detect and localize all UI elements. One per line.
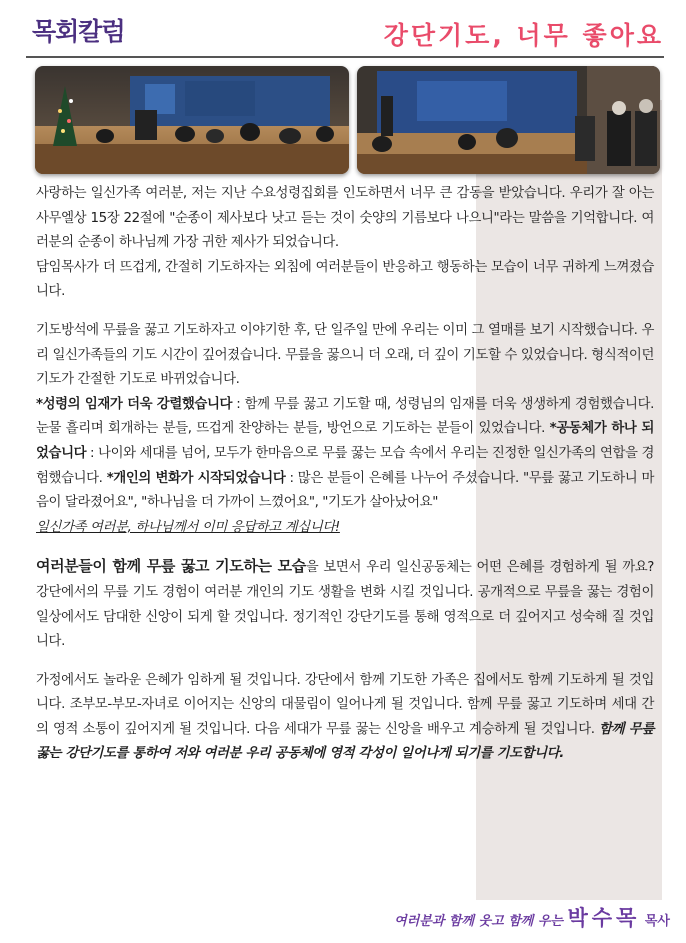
intro-line-2: 우리가 잘 아는 사무엘상 15장 22절에 "순종이 제사보다 낫고 듣는 것이 숫양의 기름보다 [36, 186, 654, 226]
photo-kneeling-prayer-stage [35, 66, 349, 174]
closing-prayer: 함께 무릎 꿇는 강단기도를 통하여 저와 여러분 우리 공동체에 영적 각성이 일어나게 되기를 기도합니다. [36, 721, 655, 762]
point-change-text: : 많은 분들이 은혜를 나누어 주셨습니다. "무릎 꿇고 기도하니 마음이 달라졌어요", "하나님을 더 가까이 느꼈어요", "기도가 살아났어요" [36, 470, 654, 511]
column-body [36, 182, 654, 767]
point-holy-spirit-title: *성령의 임재가 더욱 강렬했습니다 [36, 396, 233, 412]
paragraph-grace [36, 554, 654, 654]
grace-text: 을 보면서 우리 일신공동체는 어떤 은혜를 경험하게 될 까요? 강단에서의 무릎 기도 경험이 여러분 개인의 기도 생활을 변화 시킬 것입니다. 공개적으로 무릎을 꿇는 경험이 일상에서도 담대한 신앙이 되게 할 것입니다. 정기적인 강단기도를 통해 영적으로 더 깊어지고 성숙해 질 것입니다. [36, 560, 654, 650]
point-change-title: *개인의 변화가 시작되었습니다 [106, 470, 286, 486]
header [0, 0, 686, 60]
author-role: 목사 [640, 914, 670, 929]
author-name: 박수목 [567, 906, 641, 930]
family-text: 가정에서도 놀라운 은혜가 임하게 될 것입니다. 강단에서 함께 기도한 가족은 집에서도 함께 기도하게 될 것입니다. 조부모-부모-자녀로 이어지는 신앙의 대물림이 일어나게 될 것입니다. 함께 무릎 꿇고 기도하며 세대 간의 영적 소통이 깊어지게 될 것입니다. 다음 세대가 무릎 꿇는 신앙을 배우고 계승하게 될 것입니다. [36, 672, 654, 737]
grace-lead: 여러분들이 함께 무릎 꿇고 기도하는 모습 [36, 557, 306, 576]
point-community-title: *공동체가 하나 되었습니다 [36, 421, 654, 461]
intro-line-1: 사랑하는 일신가족 여러분, 저는 지난 수요성령집회를 인도하면서 너무 큰 감동을 받았습니다. [36, 186, 566, 201]
author-signoff [394, 902, 670, 932]
paragraph-fruits [36, 319, 654, 540]
fruits-closing: 일신가족 여러분, 하나님께서 이미 응답하고 계십니다! [36, 519, 340, 535]
photo-prayer-service [357, 66, 660, 174]
fruits-intro: 기도방석에 무릎을 꿇고 기도하자고 이야기한 후, 단 일주일 만에 우리는 이미 그 열매를 보기 시작했습니다. 우리 일신가족들의 기도 시간이 깊어졌습니다. 무릎을 꿇으니 더 오래, 더 깊이 기도할 수 있었습니다. 형식적이던 기도가 간절한 기도로 바뀌었습니다. [36, 322, 654, 388]
header-divider [26, 56, 664, 58]
paragraph-family [36, 669, 654, 767]
point-community-text: : 나이와 세대를 넘어, 모두가 한마음으로 무릎 꿇는 모습 속에서 우리는 진정한 일신가족의 연합을 경험했습니다. [36, 445, 654, 486]
intro-line-4: 담임목사가 더 뜨겁게, 간절히 기도하자는 외침에 여러분들이 반응하고 행동하는 모습이 너무 [36, 259, 558, 275]
signoff-prefix: 여러분과 함께 웃고 함께 우는 [394, 914, 568, 929]
column-title: 강단기도, 너무 좋아요 [383, 21, 664, 50]
section-label: 목회칼럼 [32, 17, 125, 46]
paragraph-intro [36, 182, 654, 305]
intro-line-5: 귀하게 느껴졌습니다. [36, 259, 654, 300]
point-holy-spirit-text: : 함께 무릎 꿇고 기도할 때, 성령님의 임재를 더욱 생생하게 경험했습니다. 눈물 흘리며 회개하는 분들, 뜨겁게 찬양하는 분들, 방언으로 기도하는 분들이 있었습니다. [36, 396, 654, 437]
intro-line-3: 나으니"라는 말씀을 기억합니다. 여러분의 순종이 하나님께 가장 귀한 제사가 되었습니다. [36, 210, 654, 251]
